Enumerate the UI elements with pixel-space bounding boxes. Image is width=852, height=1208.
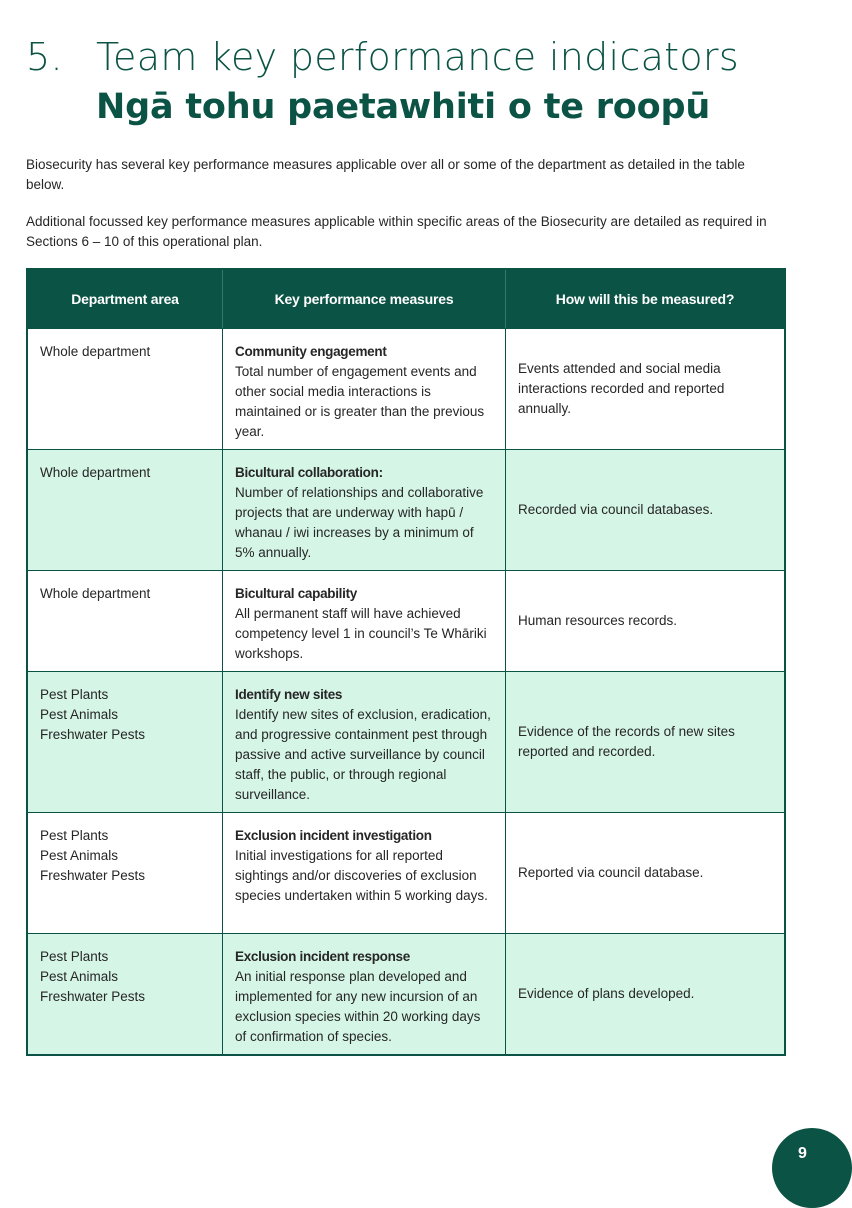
kpi-table xyxy=(26,268,786,1056)
kpi-title: Bicultural capability xyxy=(235,586,357,601)
kpi-cell xyxy=(222,571,505,671)
department-area: Whole department xyxy=(40,586,151,601)
header-department-area: Department area xyxy=(71,291,179,307)
measurement-cell xyxy=(505,329,784,449)
kpi-description: Number of relationships and collaborative projects that are underway with hapū / whanau / iwi increases by a minimum of 5% annually. xyxy=(235,485,484,560)
table-header-row xyxy=(28,270,784,328)
department-area-cell xyxy=(28,329,222,449)
measurement-cell xyxy=(505,672,784,812)
kpi-title: Bicultural collaboration: xyxy=(235,465,383,480)
table-row xyxy=(28,933,784,1054)
table-row xyxy=(28,812,784,933)
measurement-cell xyxy=(505,934,784,1054)
kpi-description: An initial response plan developed and implemented for any new incursion of an exclusion species within 20 working days of confirmation of species. xyxy=(235,969,481,1044)
measurement-text: Human resources records. xyxy=(518,613,678,628)
heading-english xyxy=(26,34,739,80)
department-area: Whole department xyxy=(40,465,151,480)
kpi-cell xyxy=(222,450,505,570)
kpi-description: Total number of engagement events and other social media interactions is maintained or is greater than the previous year. xyxy=(235,364,485,439)
table-row xyxy=(28,570,784,671)
section-heading xyxy=(26,34,739,130)
measurement-cell xyxy=(505,450,784,570)
department-area-cell xyxy=(28,813,222,933)
measurement-text: Evidence of the records of new sites reported and recorded. xyxy=(518,724,735,759)
department-area: Pest Animals xyxy=(40,707,119,722)
kpi-cell xyxy=(222,672,505,812)
measurement-text: Events attended and social media interactions recorded and reported annually. xyxy=(518,361,725,416)
measurement-text: Evidence of plans developed. xyxy=(518,986,695,1001)
intro-paragraph-1: Biosecurity has several key performance measures applicable over all or some of the department as detailed in the table below. xyxy=(26,157,745,192)
department-area-cell xyxy=(28,571,222,671)
department-area: Freshwater Pests xyxy=(40,989,146,1004)
kpi-description: All permanent staff will have achieved competency level 1 in council’s Te Whāriki workshops. xyxy=(235,606,487,661)
header-how-measured: How will this be measured? xyxy=(505,270,784,328)
kpi-cell xyxy=(222,934,505,1054)
kpi-title: Identify new sites xyxy=(235,687,343,702)
department-area: Pest Plants xyxy=(40,828,109,843)
department-area: Pest Plants xyxy=(40,687,109,702)
table-row xyxy=(28,328,784,449)
table-row xyxy=(28,671,784,812)
kpi-title: Exclusion incident response xyxy=(235,949,410,964)
kpi-cell xyxy=(222,813,505,933)
department-area: Pest Animals xyxy=(40,848,119,863)
header-key-performance-measures: Key performance measures xyxy=(222,270,505,328)
department-area: Pest Animals xyxy=(40,969,119,984)
section-title-maori: Ngā tohu paetawhiti o te roopū xyxy=(96,87,711,127)
department-area-cell xyxy=(28,450,222,570)
table-row xyxy=(28,449,784,570)
section-title-english: Team key performance indicators xyxy=(96,35,739,79)
kpi-title: Exclusion incident investigation xyxy=(235,828,432,843)
intro-paragraph-2: Additional focussed key performance measures applicable within specific areas of the Biosecurity are detailed as required in Sections 6 – 10 of this operational plan. xyxy=(26,214,767,249)
measurement-cell xyxy=(505,813,784,933)
kpi-description: Initial investigations for all reported sightings and/or discoveries of exclusion species undertaken within 5 working days. xyxy=(235,848,488,903)
department-area-cell xyxy=(28,672,222,812)
page-number-badge xyxy=(772,1128,852,1208)
department-area: Freshwater Pests xyxy=(40,868,146,883)
department-area: Freshwater Pests xyxy=(40,727,146,742)
kpi-title: Community engagement xyxy=(235,344,387,359)
department-area: Whole department xyxy=(40,344,151,359)
department-area: Pest Plants xyxy=(40,949,109,964)
page-number: 9 xyxy=(798,1145,807,1162)
section-number: 5. xyxy=(26,35,63,79)
measurement-text: Reported via council database. xyxy=(518,865,704,880)
measurement-text: Recorded via council databases. xyxy=(518,502,714,517)
kpi-description: Identify new sites of exclusion, eradication, and progressive containment pest through passive and active surveillance by council staff, the public, or through regional surveillance. xyxy=(235,707,491,802)
department-area-cell xyxy=(28,934,222,1054)
measurement-cell xyxy=(505,571,784,671)
kpi-cell xyxy=(222,329,505,449)
